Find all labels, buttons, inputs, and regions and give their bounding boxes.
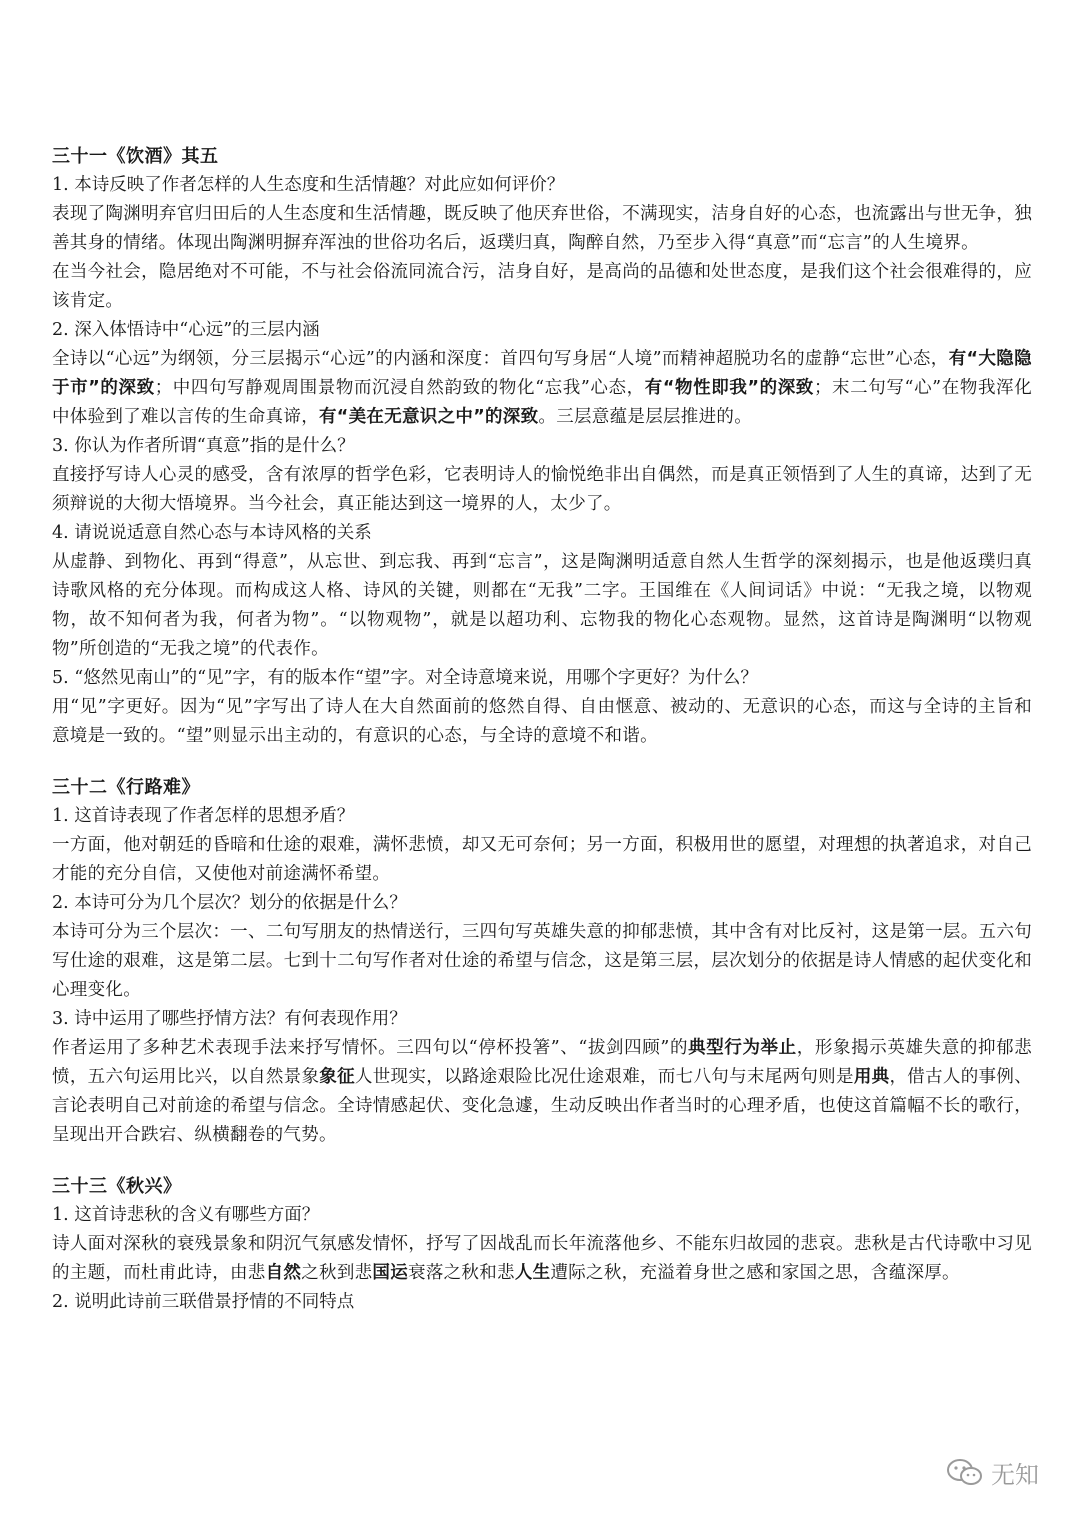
section-32 (52, 773, 1032, 1150)
document-page (52, 142, 1032, 1339)
watermark-text: 无知 (991, 1461, 1039, 1489)
section-title: 三十三《秋兴》 (52, 1176, 182, 1197)
watermark (945, 1455, 1039, 1490)
question: 2. 说明此诗前三联借景抒情的不同特点 (52, 1292, 355, 1312)
section-title: 三十一《饮酒》其五 (52, 146, 219, 167)
question: 3. 诗中运用了哪些抒情方法？有何表现作用？ (52, 1009, 407, 1029)
answer: 在当今社会，隐居绝对不可能，不与社会俗流同流合污，洁身自好，是高尚的品德和处世态度，是我们这个社会很难得的，应该肯定。 (52, 262, 1032, 311)
section-title: 三十二《行路难》 (52, 777, 200, 798)
answer: 本诗可分为三个层次：一、二句写朋友的热情送行，三四句写英雄失意的抑郁悲愤，其中含有对比反衬，这是第一层。五六句写仕途的艰难，这是第二层。七到十二句写作者对仕途的希望与信念，这是第三层，层次划分的依据是诗人情感的起伏变化和心理变化。 (52, 922, 1032, 1000)
answer: 用“见”字更好。因为“见”字写出了诗人在大自然面前的悠然自得、自由惬意、被动的、无意识的心态，而这与全诗的主旨和意境是一致的。“望”则显示出主动的，有意识的心态，与全诗的意境不和谐。 (52, 697, 1032, 746)
answer: 诗人面对深秋的衰残景象和阴沉气氛感发情怀，抒写了因战乱而长年流落他乡、不能东归故园的悲哀。悲秋是古代诗歌中习见的主题，而杜甫此诗，由悲自然之秋到悲国运衰落之秋和悲人生遭际之秋，充溢着身世之感和家国之思，含蕴深厚。 (52, 1234, 1032, 1283)
question: 2. 本诗可分为几个层次？划分的依据是什么？ (52, 893, 407, 913)
question: 2. 深入体悟诗中“心远”的三层内涵 (52, 320, 320, 340)
section-33 (52, 1172, 1032, 1317)
answer: 直接抒写诗人心灵的感受，含有浓厚的哲学色彩，它表明诗人的愉悦绝非出自偶然，而是真正领悟到了人生的真谛，达到了无须辩说的大彻大悟境界。当今社会，真正能达到这一境界的人，太少了。 (52, 465, 1032, 514)
question: 5. “悠然见南山”的“见”字，有的版本作“望”字。对全诗意境来说，用哪个字更好？为什么？ (52, 668, 758, 688)
wechat-icon (945, 1457, 985, 1489)
section-31 (52, 142, 1032, 751)
answer: 作者运用了多种艺术表现手法来抒写情怀。三四句以“停杯投箸”、“拔剑四顾”的典型行为举止，形象揭示英雄失意的抑郁悲愤，五六句运用比兴，以自然景象象征人世现实，以路途艰险比况仕途艰难，而七八句与末尾两句则是用典，借古人的事例、言论表明自己对前途的希望与信念。全诗情感起伏、变化急遽，生动反映出作者当时的心理矛盾，也使这首篇幅不长的歌行，呈现出开合跌宕、纵横翻卷的气势。 (52, 1038, 1032, 1145)
answer: 全诗以“心远”为纲领，分三层揭示“心远”的内涵和深度：首四句写身居“人境”而精神超脱功名的虚静“忘世”心态，有“大隐隐于市”的深致；中四句写静观周围景物而沉浸自然韵致的物化“忘我”心态，有“物性即我”的深致；末二句写“心”在物我浑化中体验到了难以言传的生命真谛，有“美在无意识之中”的深致。三层意蕴是层层推进的。 (52, 349, 1032, 427)
question: 3. 你认为作者所谓“真意”指的是什么？ (52, 436, 355, 456)
question: 1. 本诗反映了作者怎样的人生态度和生活情趣？对此应如何评价？ (52, 175, 565, 195)
answer: 表现了陶渊明弃官归田后的人生态度和生活情趣，既反映了他厌弃世俗，不满现实，洁身自好的心态，也流露出与世无争，独善其身的情绪。体现出陶渊明摒弃浑浊的世俗功名后，返璞归真，陶醉自然，乃至步入得“真意”而“忘言”的人生境界。 (52, 204, 1032, 253)
question: 4. 请说说适意自然心态与本诗风格的关系 (52, 523, 372, 543)
answer: 从虚静、到物化、再到“得意”，从忘世、到忘我、再到“忘言”，这是陶渊明适意自然人生哲学的深刻揭示，也是他返璞归真诗歌风格的充分体现。而构成这人格、诗风的关键，则都在“无我”二字。王国维在《人间词话》中说：“无我之境，以物观物，故不知何者为我，何者为物”。“以物观物”，就是以超功利、忘物我的物化心态观物。显然，这首诗是陶渊明“以物观物”所创造的“无我之境”的代表作。 (52, 552, 1032, 659)
question: 1. 这首诗悲秋的含义有哪些方面？ (52, 1205, 320, 1225)
question: 1. 这首诗表现了作者怎样的思想矛盾？ (52, 806, 355, 826)
answer: 一方面，他对朝廷的昏暗和仕途的艰难，满怀悲愤，却又无可奈何；另一方面，积极用世的愿望，对理想的执著追求，对自己才能的充分自信，又使他对前途满怀希望。 (52, 835, 1032, 884)
